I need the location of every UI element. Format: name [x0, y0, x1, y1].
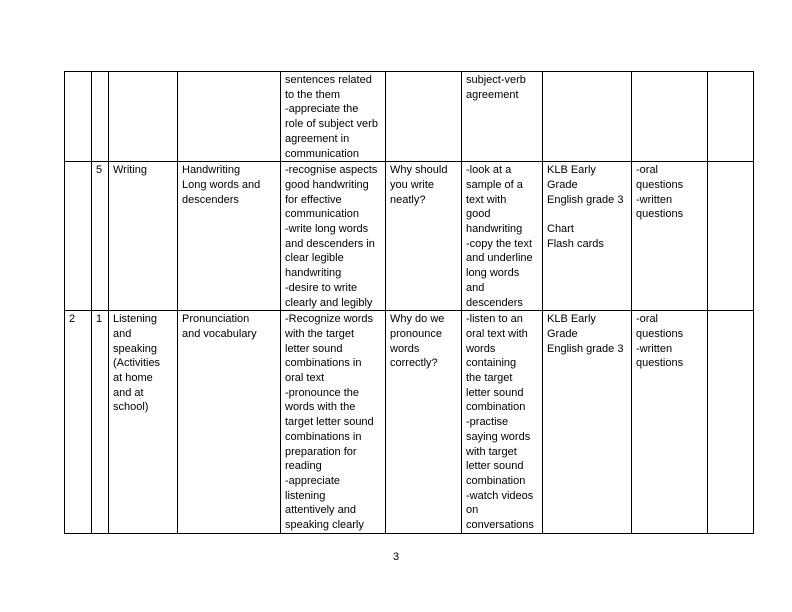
inquiry-question-cell: Why do we pronounce words correctly? [386, 311, 462, 534]
table-row [65, 162, 754, 311]
inquiry-question-cell [386, 72, 462, 162]
learning-outcomes-cell: -recognise aspects good handwriting for effective communication -write long words and descenders in clear legible handwriting -desire to write clearly and legibly [281, 162, 386, 311]
sub-strand-cell: Handwriting Long words and descenders [178, 162, 281, 311]
page-number: 3 [392, 551, 400, 563]
lesson-cell: 1 [92, 311, 109, 534]
strand-cell [109, 72, 178, 162]
learning-activities-cell: -listen to an oral text with words containing the target letter sound combination -practise saying words with target letter sound combination -watch videos on conversations [462, 311, 543, 534]
lesson-cell [92, 72, 109, 162]
sub-strand-cell: Pronunciation and vocabulary [178, 311, 281, 534]
learning-outcomes-cell: sentences related to the them -appreciate the role of subject verb agreement in communication [281, 72, 386, 162]
learning-activities-cell: -look at a sample of a text with good handwriting -copy the text and underline long words and descenders [462, 162, 543, 311]
sub-strand-cell [178, 72, 281, 162]
week-cell [65, 72, 92, 162]
remarks-cell [708, 311, 754, 534]
resources-cell: KLB Early Grade English grade 3 [543, 311, 632, 534]
assessment-cell [632, 72, 708, 162]
learning-activities-cell: subject-verb agreement [462, 72, 543, 162]
assessment-cell: -oral questions -written questions [632, 311, 708, 534]
week-cell [65, 162, 92, 311]
assessment-cell: -oral questions -written questions [632, 162, 708, 311]
strand-cell: Listening and speaking (Activities at home and at school) [109, 311, 178, 534]
remarks-cell [708, 72, 754, 162]
week-cell: 2 [65, 311, 92, 534]
table-row [65, 311, 754, 534]
table-row [65, 72, 754, 162]
scheme-of-work-table [64, 71, 754, 534]
inquiry-question-cell: Why should you write neatly? [386, 162, 462, 311]
resources-cell [543, 72, 632, 162]
resources-cell: KLB Early Grade English grade 3 Chart Flash cards [543, 162, 632, 311]
remarks-cell [708, 162, 754, 311]
lesson-cell: 5 [92, 162, 109, 311]
learning-outcomes-cell: -Recognize words with the target letter sound combinations in oral text -pronounce the words with the target letter sound combinations in preparation for reading -appreciate listening attentively and speaking clearly [281, 311, 386, 534]
strand-cell: Writing [109, 162, 178, 311]
